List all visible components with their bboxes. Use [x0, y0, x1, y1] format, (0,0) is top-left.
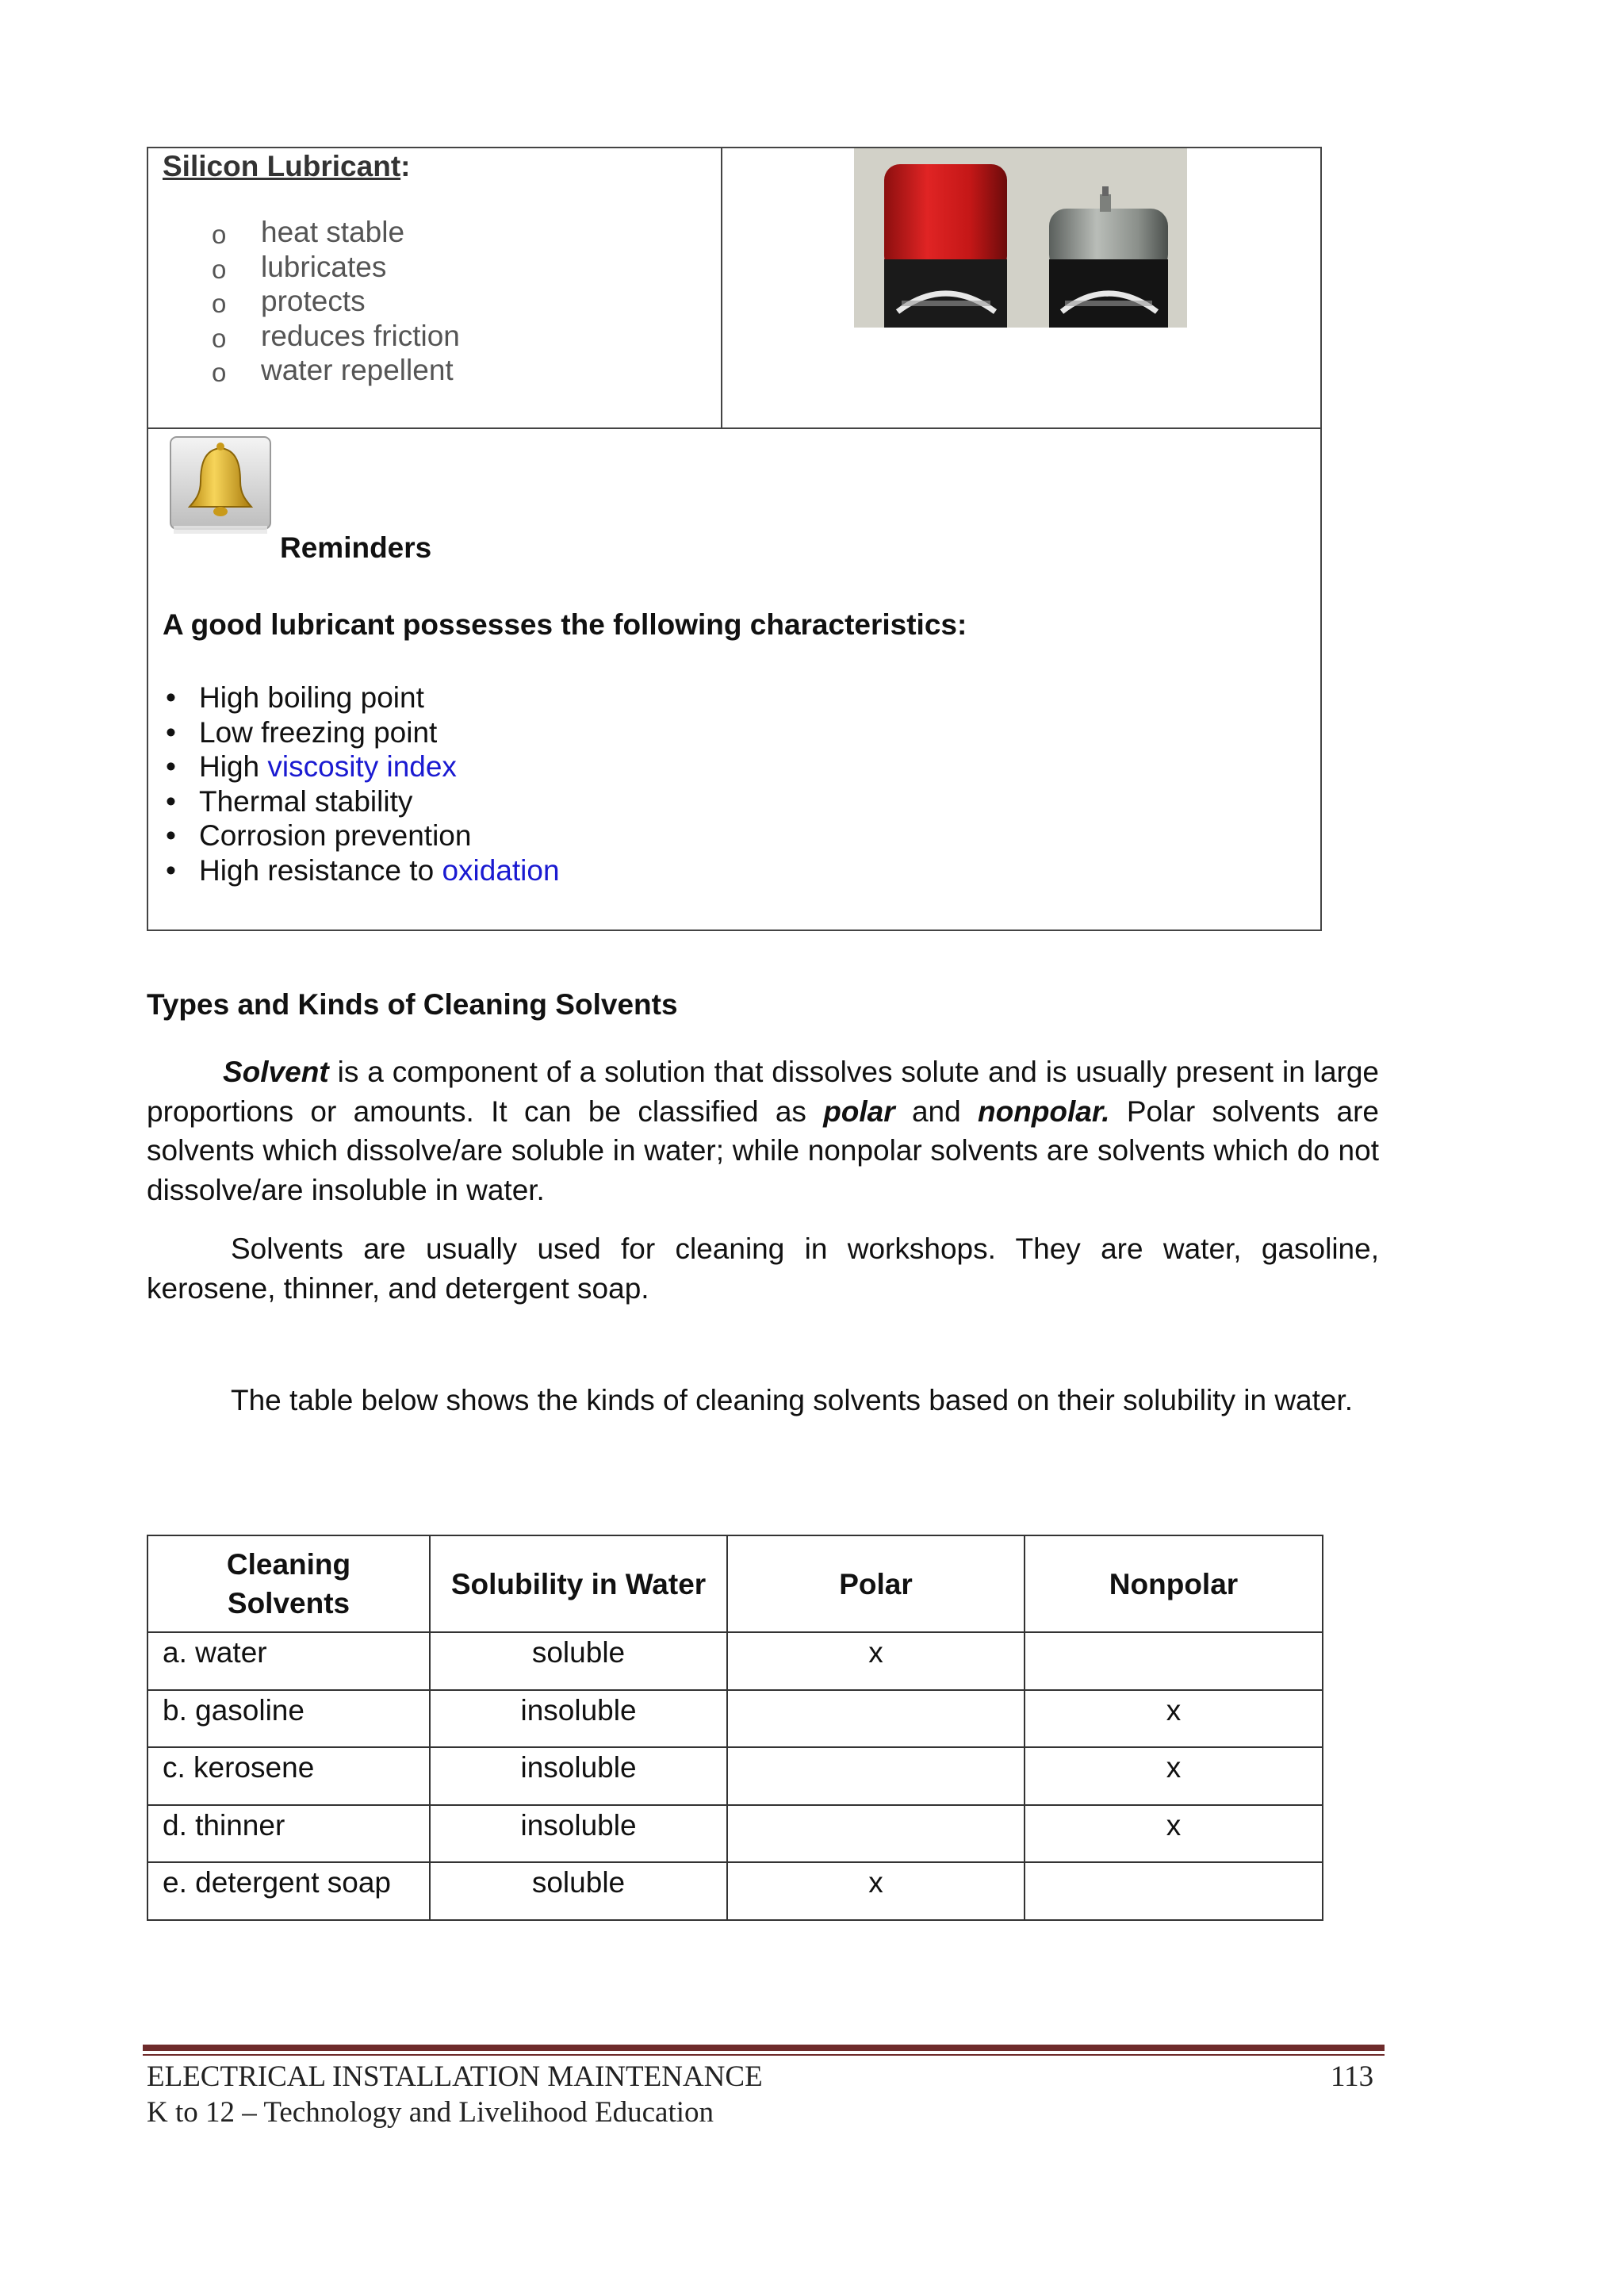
table-cell: x	[727, 1862, 1025, 1920]
silicon-properties-list	[212, 215, 460, 388]
list-item: o heat stable	[212, 215, 460, 250]
oxidation-link[interactable]: oxidation	[442, 853, 560, 887]
footer-subtitle: K to 12 – Technology and Livelihood Education	[147, 2096, 714, 2129]
footer-title: ELECTRICAL INSTALLATION MAINTENANCE	[147, 2060, 763, 2093]
footer-divider-thin	[143, 2054, 1385, 2056]
table-intro-paragraph: The table below shows the kinds of cleaning solvents based on their solubility in water.	[231, 1384, 1354, 1416]
table-cell: e. detergent soap	[147, 1862, 430, 1920]
list-item: • High viscosity index	[163, 749, 560, 784]
table-row	[147, 1805, 1323, 1863]
table-cell: x	[1025, 1690, 1323, 1748]
viscosity-index-link[interactable]: viscosity index	[267, 750, 457, 783]
table-cell: d. thinner	[147, 1805, 430, 1863]
table-cell: b. gasoline	[147, 1690, 430, 1748]
list-item: • High boiling point	[163, 680, 560, 715]
list-item: • Thermal stability	[163, 784, 560, 819]
table-cell: x	[1025, 1747, 1323, 1805]
column-header: Solubility in Water	[430, 1535, 727, 1632]
table-cell	[727, 1690, 1025, 1748]
footer-divider	[143, 2045, 1385, 2051]
page-number: 113	[1331, 2060, 1374, 2093]
solvent-definition-paragraph: Solvent is a component of a solution that dissolves solute and is usually present in large proportions or amounts. It can be classified as polar and nonpolar. Polar solvents are solvents which dissolve/are soluble in water; while nonpolar solvents are solvents which do not dissolve/are insoluble in water.	[147, 1056, 1379, 1206]
list-item: • Low freezing point	[163, 715, 560, 750]
list-item: o protects	[212, 284, 460, 319]
list-item: o water repellent	[212, 353, 460, 388]
table-cell: a. water	[147, 1632, 430, 1690]
list-item: o lubricates	[212, 250, 460, 285]
list-item: • Corrosion prevention	[163, 818, 560, 853]
cleaning-solvents-table	[147, 1535, 1323, 1921]
table-cell	[727, 1805, 1025, 1863]
table-header-row	[147, 1535, 1323, 1632]
table-cell	[1025, 1632, 1323, 1690]
table-cell	[727, 1747, 1025, 1805]
table-cell: insoluble	[430, 1747, 727, 1805]
table-cell: soluble	[430, 1632, 727, 1690]
table-row	[147, 1862, 1323, 1920]
table-row	[147, 1690, 1323, 1748]
spray-cans-image	[854, 148, 1187, 328]
column-header: Cleaning Solvents	[147, 1535, 430, 1632]
silicon-row	[148, 148, 1320, 429]
silicon-cell	[148, 148, 722, 427]
table-cell: insoluble	[430, 1805, 727, 1863]
table-cell: x	[727, 1632, 1025, 1690]
list-item: o reduces friction	[212, 319, 460, 354]
table-cell: insoluble	[430, 1690, 727, 1748]
solvents-usage-paragraph: Solvents are usually used for cleaning in workshops. They are water, gasoline, kerosene, thinner, and detergent soap.	[147, 1232, 1379, 1305]
table-row	[147, 1747, 1323, 1805]
table-cell: c. kerosene	[147, 1747, 430, 1805]
bell-icon	[169, 435, 272, 535]
reminders-label: Reminders	[280, 531, 432, 564]
characteristics-list	[163, 680, 560, 887]
spray-cans-illustration	[854, 148, 1187, 328]
table-cell: soluble	[430, 1862, 727, 1920]
reminders-heading: A good lubricant possesses the following characteristics:	[163, 608, 967, 641]
section-title: Types and Kinds of Cleaning Solvents	[147, 988, 678, 1021]
silicon-title: Silicon Lubricant:	[163, 150, 411, 182]
list-item: • High resistance to oxidation	[163, 853, 560, 888]
table-row	[147, 1632, 1323, 1690]
table-cell: x	[1025, 1805, 1323, 1863]
column-header: Nonpolar	[1025, 1535, 1323, 1632]
column-header: Polar	[727, 1535, 1025, 1632]
lubricant-box	[147, 147, 1322, 931]
table-cell	[1025, 1862, 1323, 1920]
